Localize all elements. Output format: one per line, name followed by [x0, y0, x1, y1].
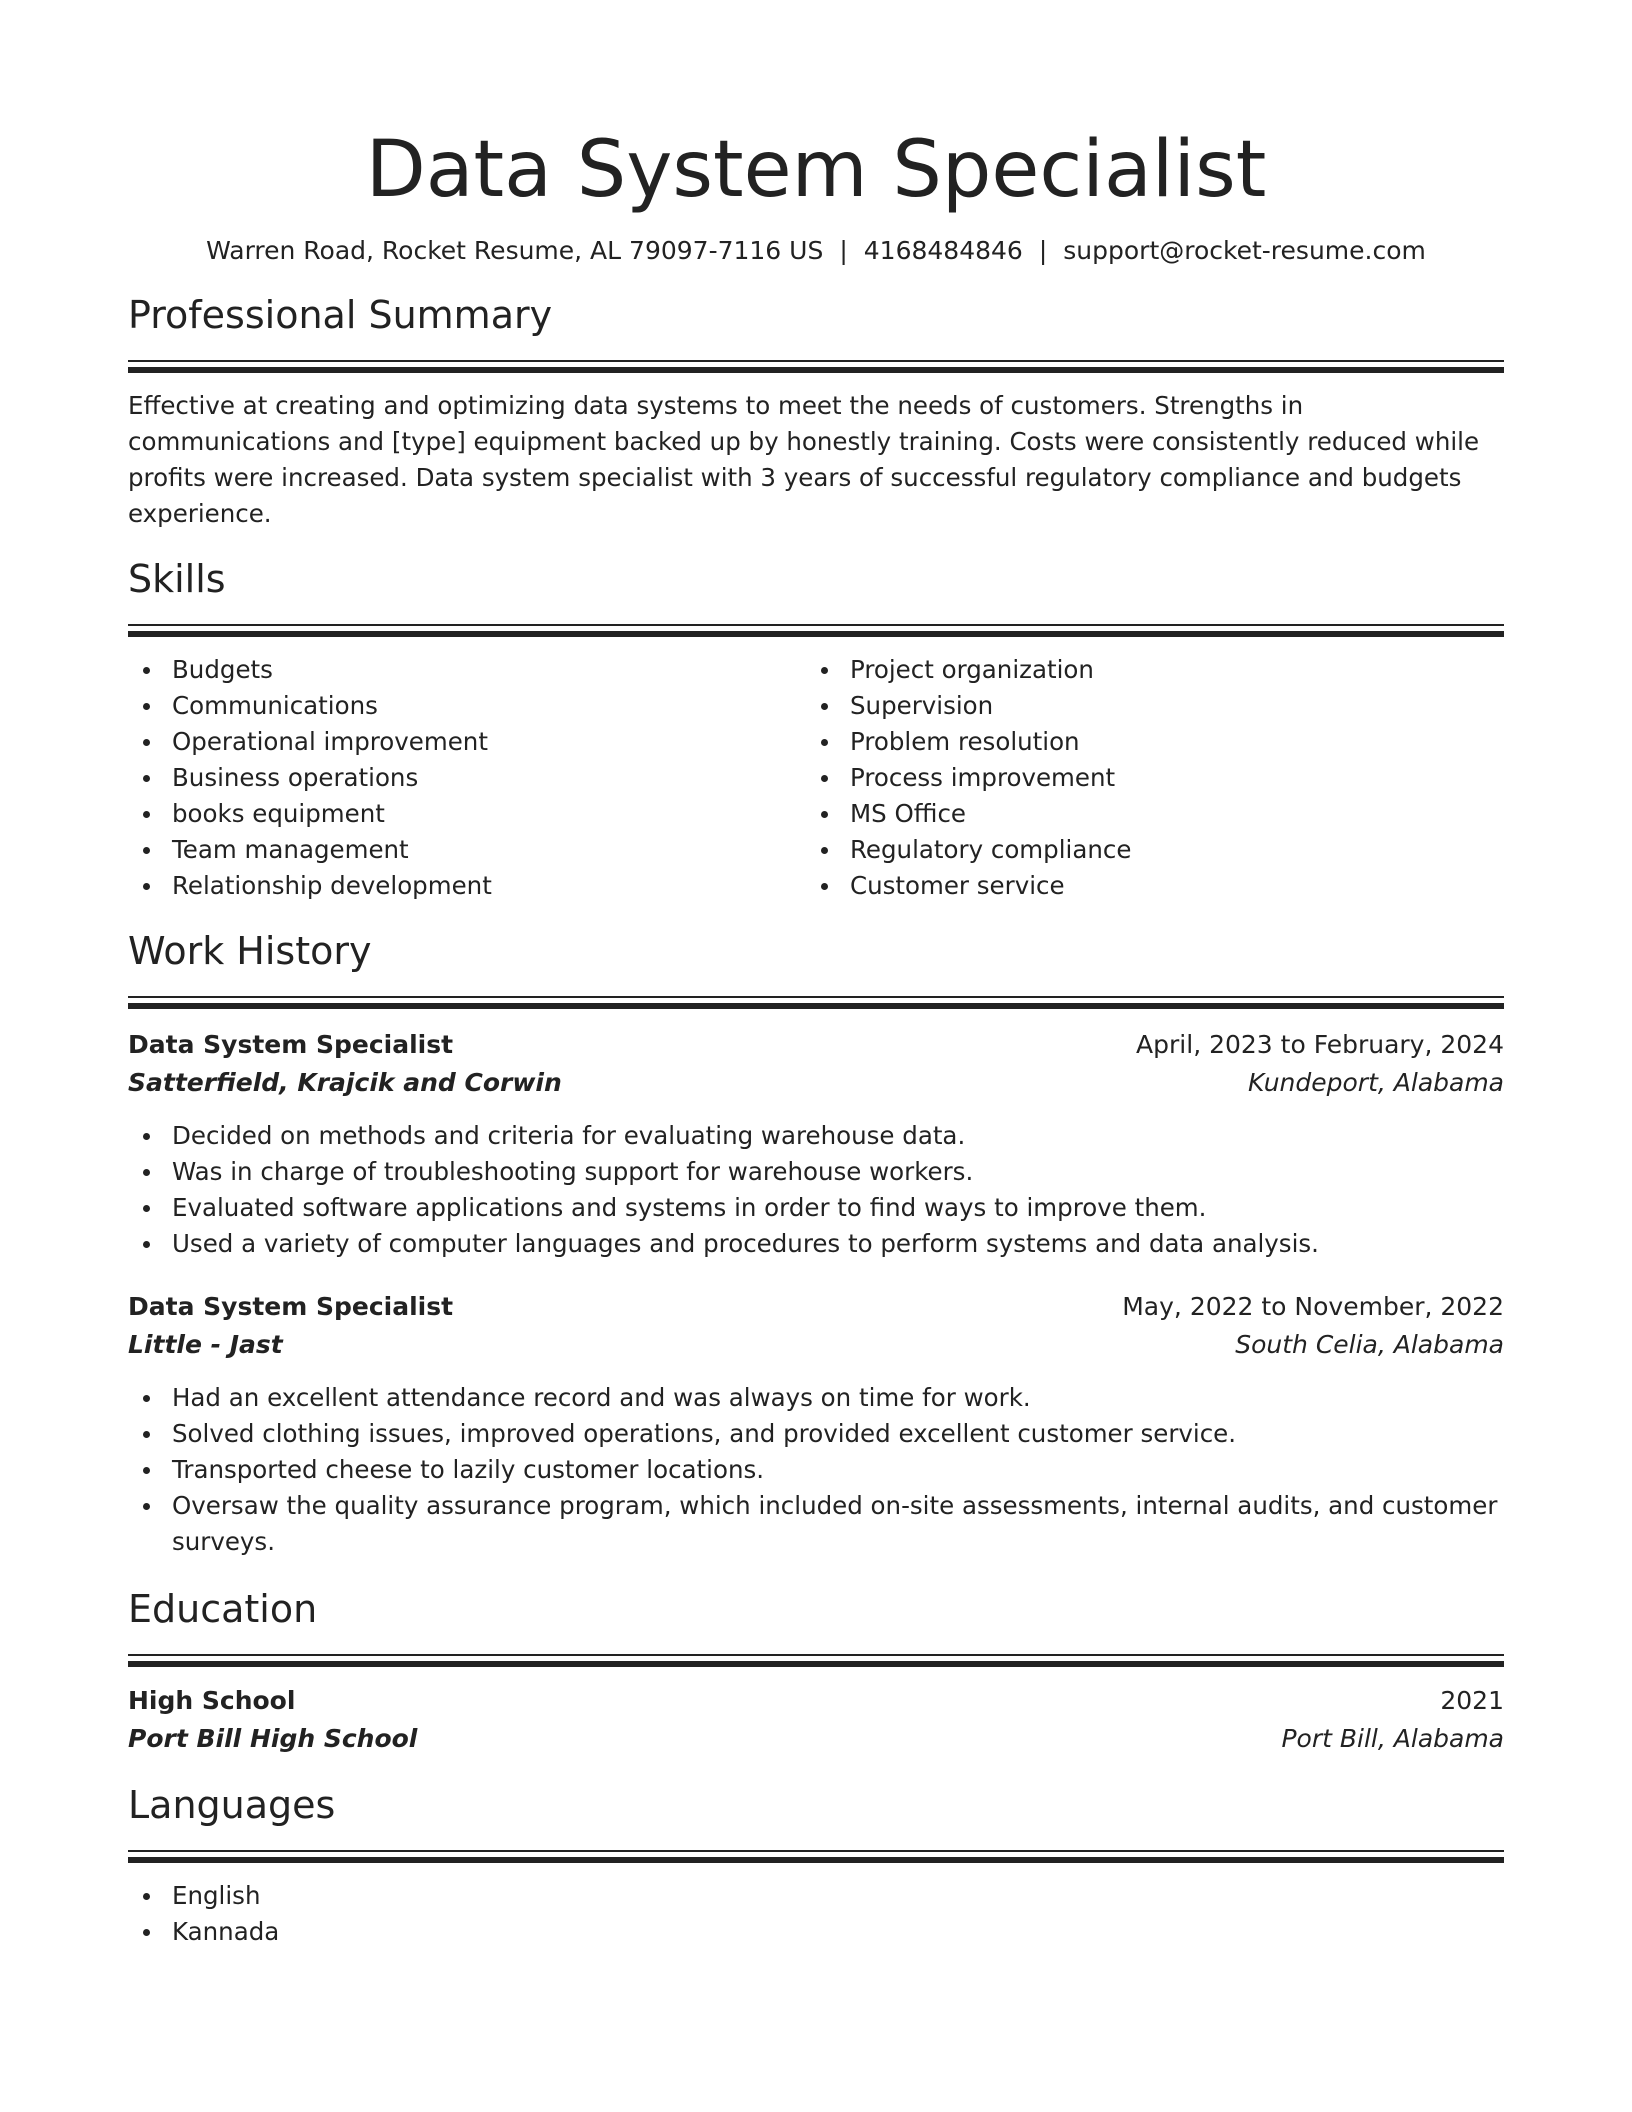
contact-separator: | — [839, 236, 848, 265]
languages-section — [128, 1780, 1504, 1950]
job-dates: April, 2023 to February, 2024 — [1136, 1030, 1504, 1059]
section-divider — [128, 360, 1504, 372]
language-item: Kannada — [128, 1914, 1504, 1950]
job-duties-list — [128, 1118, 1504, 1262]
education-entry — [128, 1682, 1504, 1758]
languages-list — [128, 1878, 1504, 1950]
skill-item: Team management — [128, 832, 806, 868]
job-duty: Evaluated software applications and systems in order to find ways to improve them. — [128, 1190, 1504, 1226]
job-duties-list — [128, 1380, 1504, 1560]
skill-item: books equipment — [128, 796, 806, 832]
skill-item: Supervision — [806, 688, 1484, 724]
education-location: Port Bill, Alabama — [1281, 1724, 1504, 1753]
skill-item: Project organization — [806, 652, 1484, 688]
education-header-row — [128, 1682, 1504, 1720]
job-entry — [128, 1026, 1504, 1262]
job-location: Kundeport, Alabama — [1247, 1068, 1504, 1097]
summary-text: Effective at creating and optimizing data systems to meet the needs of customers. Strengths in communications and [type] equipment backed up by honestly training. Costs were consistently reduced while profits were increased. Data system specialist with 3 years of successful regulatory compliance and budgets experience. — [128, 391, 1480, 528]
section-divider — [128, 1850, 1504, 1862]
skill-item: Customer service — [806, 868, 1484, 904]
job-location: South Celia, Alabama — [1235, 1330, 1504, 1359]
job-company: Satterfield, Krajcik and Corwin — [128, 1068, 562, 1097]
skill-item: Process improvement — [806, 760, 1484, 796]
skills-list-right — [806, 652, 1484, 904]
job-duty: Was in charge of troubleshooting support for warehouse workers. — [128, 1154, 1504, 1190]
candidate-name: Data System Specialist — [365, 125, 1267, 215]
resume-page — [128, 0, 1504, 1950]
job-duty: Used a variety of computer languages and procedures to perform systems and data analysis. — [128, 1226, 1504, 1262]
job-duty: Solved clothing issues, improved operations, and provided excellent customer service. — [128, 1416, 1504, 1452]
education-school-row — [128, 1720, 1504, 1758]
skill-item: MS Office — [806, 796, 1484, 832]
job-duty: Transported cheese to lazily customer locations. — [128, 1452, 1504, 1488]
job-header-row — [128, 1288, 1504, 1326]
job-header-row — [128, 1026, 1504, 1064]
skill-item: Regulatory compliance — [806, 832, 1484, 868]
job-title: Data System Specialist — [128, 1292, 454, 1321]
section-title-summary: Professional Summary — [128, 293, 553, 337]
summary-section — [128, 290, 1504, 532]
skills-section — [128, 554, 1504, 904]
job-company-row — [128, 1326, 1504, 1364]
job-duty: Had an excellent attendance record and was always on time for work. — [128, 1380, 1504, 1416]
work-history-section — [128, 926, 1504, 1560]
job-duty: Oversaw the quality assurance program, which included on-site assessments, internal audits, and customer surveys. — [128, 1488, 1504, 1560]
language-item: English — [128, 1878, 1504, 1914]
job-entry — [128, 1288, 1504, 1560]
skill-item: Relationship development — [128, 868, 806, 904]
education-degree: High School — [128, 1686, 296, 1715]
section-divider — [128, 624, 1504, 636]
contact-line — [128, 234, 1504, 268]
contact-email: support@rocket-resume.com — [1063, 236, 1426, 265]
education-school: Port Bill High School — [128, 1724, 418, 1753]
job-duty: Decided on methods and criteria for evaluating warehouse data. — [128, 1118, 1504, 1154]
contact-separator: | — [1038, 236, 1048, 265]
job-title: Data System Specialist — [128, 1030, 454, 1059]
education-year: 2021 — [1440, 1686, 1504, 1715]
skill-item: Operational improvement — [128, 724, 806, 760]
job-company: Little - Jast — [128, 1330, 283, 1359]
section-divider — [128, 1654, 1504, 1666]
section-divider — [128, 996, 1504, 1008]
skill-item: Communications — [128, 688, 806, 724]
skills-grid — [128, 652, 1504, 904]
section-title-skills: Skills — [128, 557, 226, 601]
skill-item: Business operations — [128, 760, 806, 796]
education-section — [128, 1584, 1504, 1758]
section-title-languages: Languages — [128, 1783, 336, 1827]
contact-address: Warren Road, Rocket Resume, AL 79097-7116 US — [206, 236, 824, 265]
job-company-row — [128, 1064, 1504, 1102]
job-dates: May, 2022 to November, 2022 — [1122, 1292, 1504, 1321]
skills-list-left — [128, 652, 806, 904]
skill-item: Budgets — [128, 652, 806, 688]
section-title-work-history: Work History — [128, 929, 372, 973]
skill-item: Problem resolution — [806, 724, 1484, 760]
contact-phone: 4168484846 — [863, 236, 1023, 265]
section-title-education: Education — [128, 1587, 318, 1631]
